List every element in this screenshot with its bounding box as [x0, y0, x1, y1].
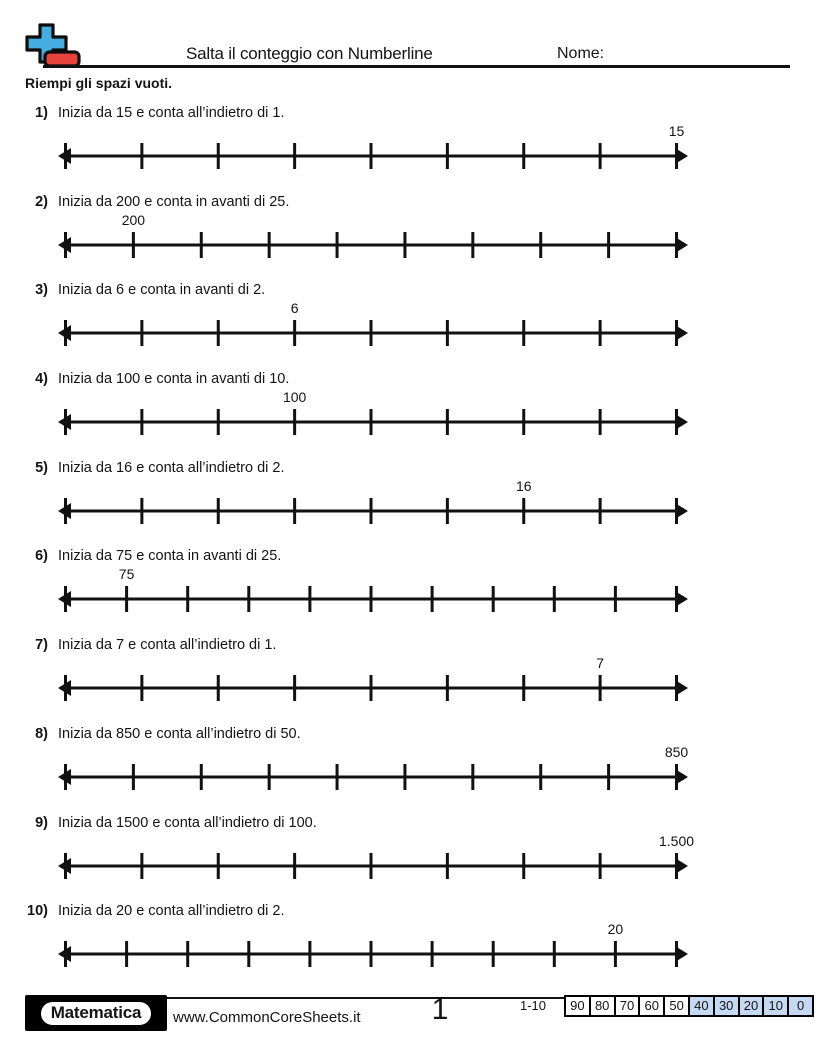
problem-3	[0, 275, 816, 364]
problem-9	[0, 808, 816, 897]
footer	[0, 995, 816, 1037]
instruction-text: Riempi gli spazi vuoti.	[25, 75, 173, 91]
problem-4	[0, 364, 816, 453]
start-value-label: 20	[607, 921, 624, 938]
problem-instruction: Inizia da 1500 e conta all’indietro di 100.	[58, 814, 317, 831]
problem-2	[0, 187, 816, 276]
start-value-label: 6	[290, 300, 299, 317]
problem-text-row	[0, 460, 816, 477]
number-line-svg	[57, 224, 689, 266]
score-cell-50: 50	[663, 995, 690, 1017]
website-url: www.CommonCoreSheets.it	[173, 1009, 361, 1026]
number-line-svg	[57, 845, 689, 887]
problem-instruction: Inizia da 16 e conta all’indietro di 2.	[58, 459, 285, 476]
start-value-label: 850	[664, 743, 689, 760]
start-value-label: 75	[118, 566, 135, 583]
problem-instruction: Inizia da 20 e conta all’indietro di 2.	[58, 903, 285, 920]
page-title: Salta il conteggio con Numberline	[186, 44, 433, 63]
problem-number: 4)	[35, 371, 48, 388]
problem-text-row	[0, 282, 816, 299]
score-cell-30: 30	[713, 995, 740, 1017]
subject-badge: Matematica	[38, 999, 155, 1028]
start-value-label: 200	[121, 211, 146, 228]
header-rule	[43, 65, 790, 68]
problem-text-row	[0, 371, 816, 388]
number-line	[57, 832, 695, 896]
problem-instruction: Inizia da 100 e conta in avanti di 10.	[58, 371, 290, 388]
score-range-label: 1-10	[520, 998, 547, 1013]
number-line	[57, 565, 689, 629]
start-value-label: 15	[668, 123, 685, 139]
score-cell-40: 40	[688, 995, 715, 1017]
number-line	[57, 122, 689, 186]
score-grid	[564, 995, 814, 1017]
problem-text-row	[0, 815, 816, 832]
start-value-label: 1.500	[658, 832, 695, 849]
problem-instruction: Inizia da 75 e conta in avanti di 25.	[58, 548, 282, 565]
start-value-label: 16	[515, 477, 532, 494]
problem-number: 7)	[35, 637, 48, 654]
number-line-svg	[57, 401, 689, 443]
problem-instruction: Inizia da 6 e conta in avanti di 2.	[58, 282, 266, 299]
problem-instruction: Inizia da 850 e conta all’indietro di 50.	[58, 725, 301, 742]
problem-6	[0, 541, 816, 630]
number-line-svg	[57, 667, 689, 709]
problem-number: 3)	[35, 282, 48, 299]
problem-number: 5)	[35, 459, 48, 476]
problem-text-row	[0, 548, 816, 565]
score-cell-0: 0	[787, 995, 814, 1017]
problem-instruction: Inizia da 7 e conta all’indietro di 1.	[58, 637, 277, 654]
problem-text-row	[0, 194, 816, 211]
score-cell-10: 10	[762, 995, 789, 1017]
number-line	[57, 211, 689, 275]
problem-8	[0, 719, 816, 808]
score-cell-80: 80	[589, 995, 616, 1017]
score-cell-20: 20	[738, 995, 765, 1017]
problem-number: 9)	[35, 814, 48, 831]
problem-number: 6)	[35, 548, 48, 565]
number-line-svg	[57, 135, 689, 177]
number-line	[57, 654, 689, 718]
minus-icon	[45, 52, 79, 66]
problem-text-row	[0, 637, 816, 654]
number-line	[57, 477, 689, 541]
number-line-svg	[57, 756, 689, 798]
problem-text-row	[0, 105, 816, 122]
problem-list	[0, 98, 816, 985]
problem-10	[0, 896, 816, 985]
problem-1	[0, 98, 816, 187]
page-number: 1	[431, 993, 449, 1026]
number-line-svg	[57, 578, 689, 620]
problem-text-row	[0, 903, 816, 920]
problem-text-row	[0, 726, 816, 743]
problem-number: 10)	[27, 903, 48, 920]
problem-number: 8)	[35, 725, 48, 742]
start-value-label: 7	[596, 655, 605, 672]
problem-5	[0, 453, 816, 542]
number-line	[57, 920, 689, 984]
score-cell-60: 60	[638, 995, 665, 1017]
problem-7	[0, 630, 816, 719]
number-line-svg	[57, 490, 689, 532]
score-cell-70: 70	[614, 995, 641, 1017]
number-line-svg	[57, 933, 689, 975]
commoncoresheets-logo	[24, 23, 86, 71]
subject-badge-box	[25, 995, 167, 1031]
problem-instruction: Inizia da 15 e conta all’indietro di 1.	[58, 105, 285, 121]
problem-number: 1)	[35, 105, 48, 121]
number-line	[57, 299, 689, 363]
number-line-svg	[57, 312, 689, 354]
number-line	[57, 743, 689, 807]
name-label: Nome:	[557, 45, 605, 62]
problem-number: 2)	[35, 193, 48, 210]
start-value-label: 100	[282, 389, 307, 406]
number-line	[57, 388, 689, 452]
score-cell-90: 90	[564, 995, 591, 1017]
problem-instruction: Inizia da 200 e conta in avanti di 25.	[58, 193, 290, 210]
